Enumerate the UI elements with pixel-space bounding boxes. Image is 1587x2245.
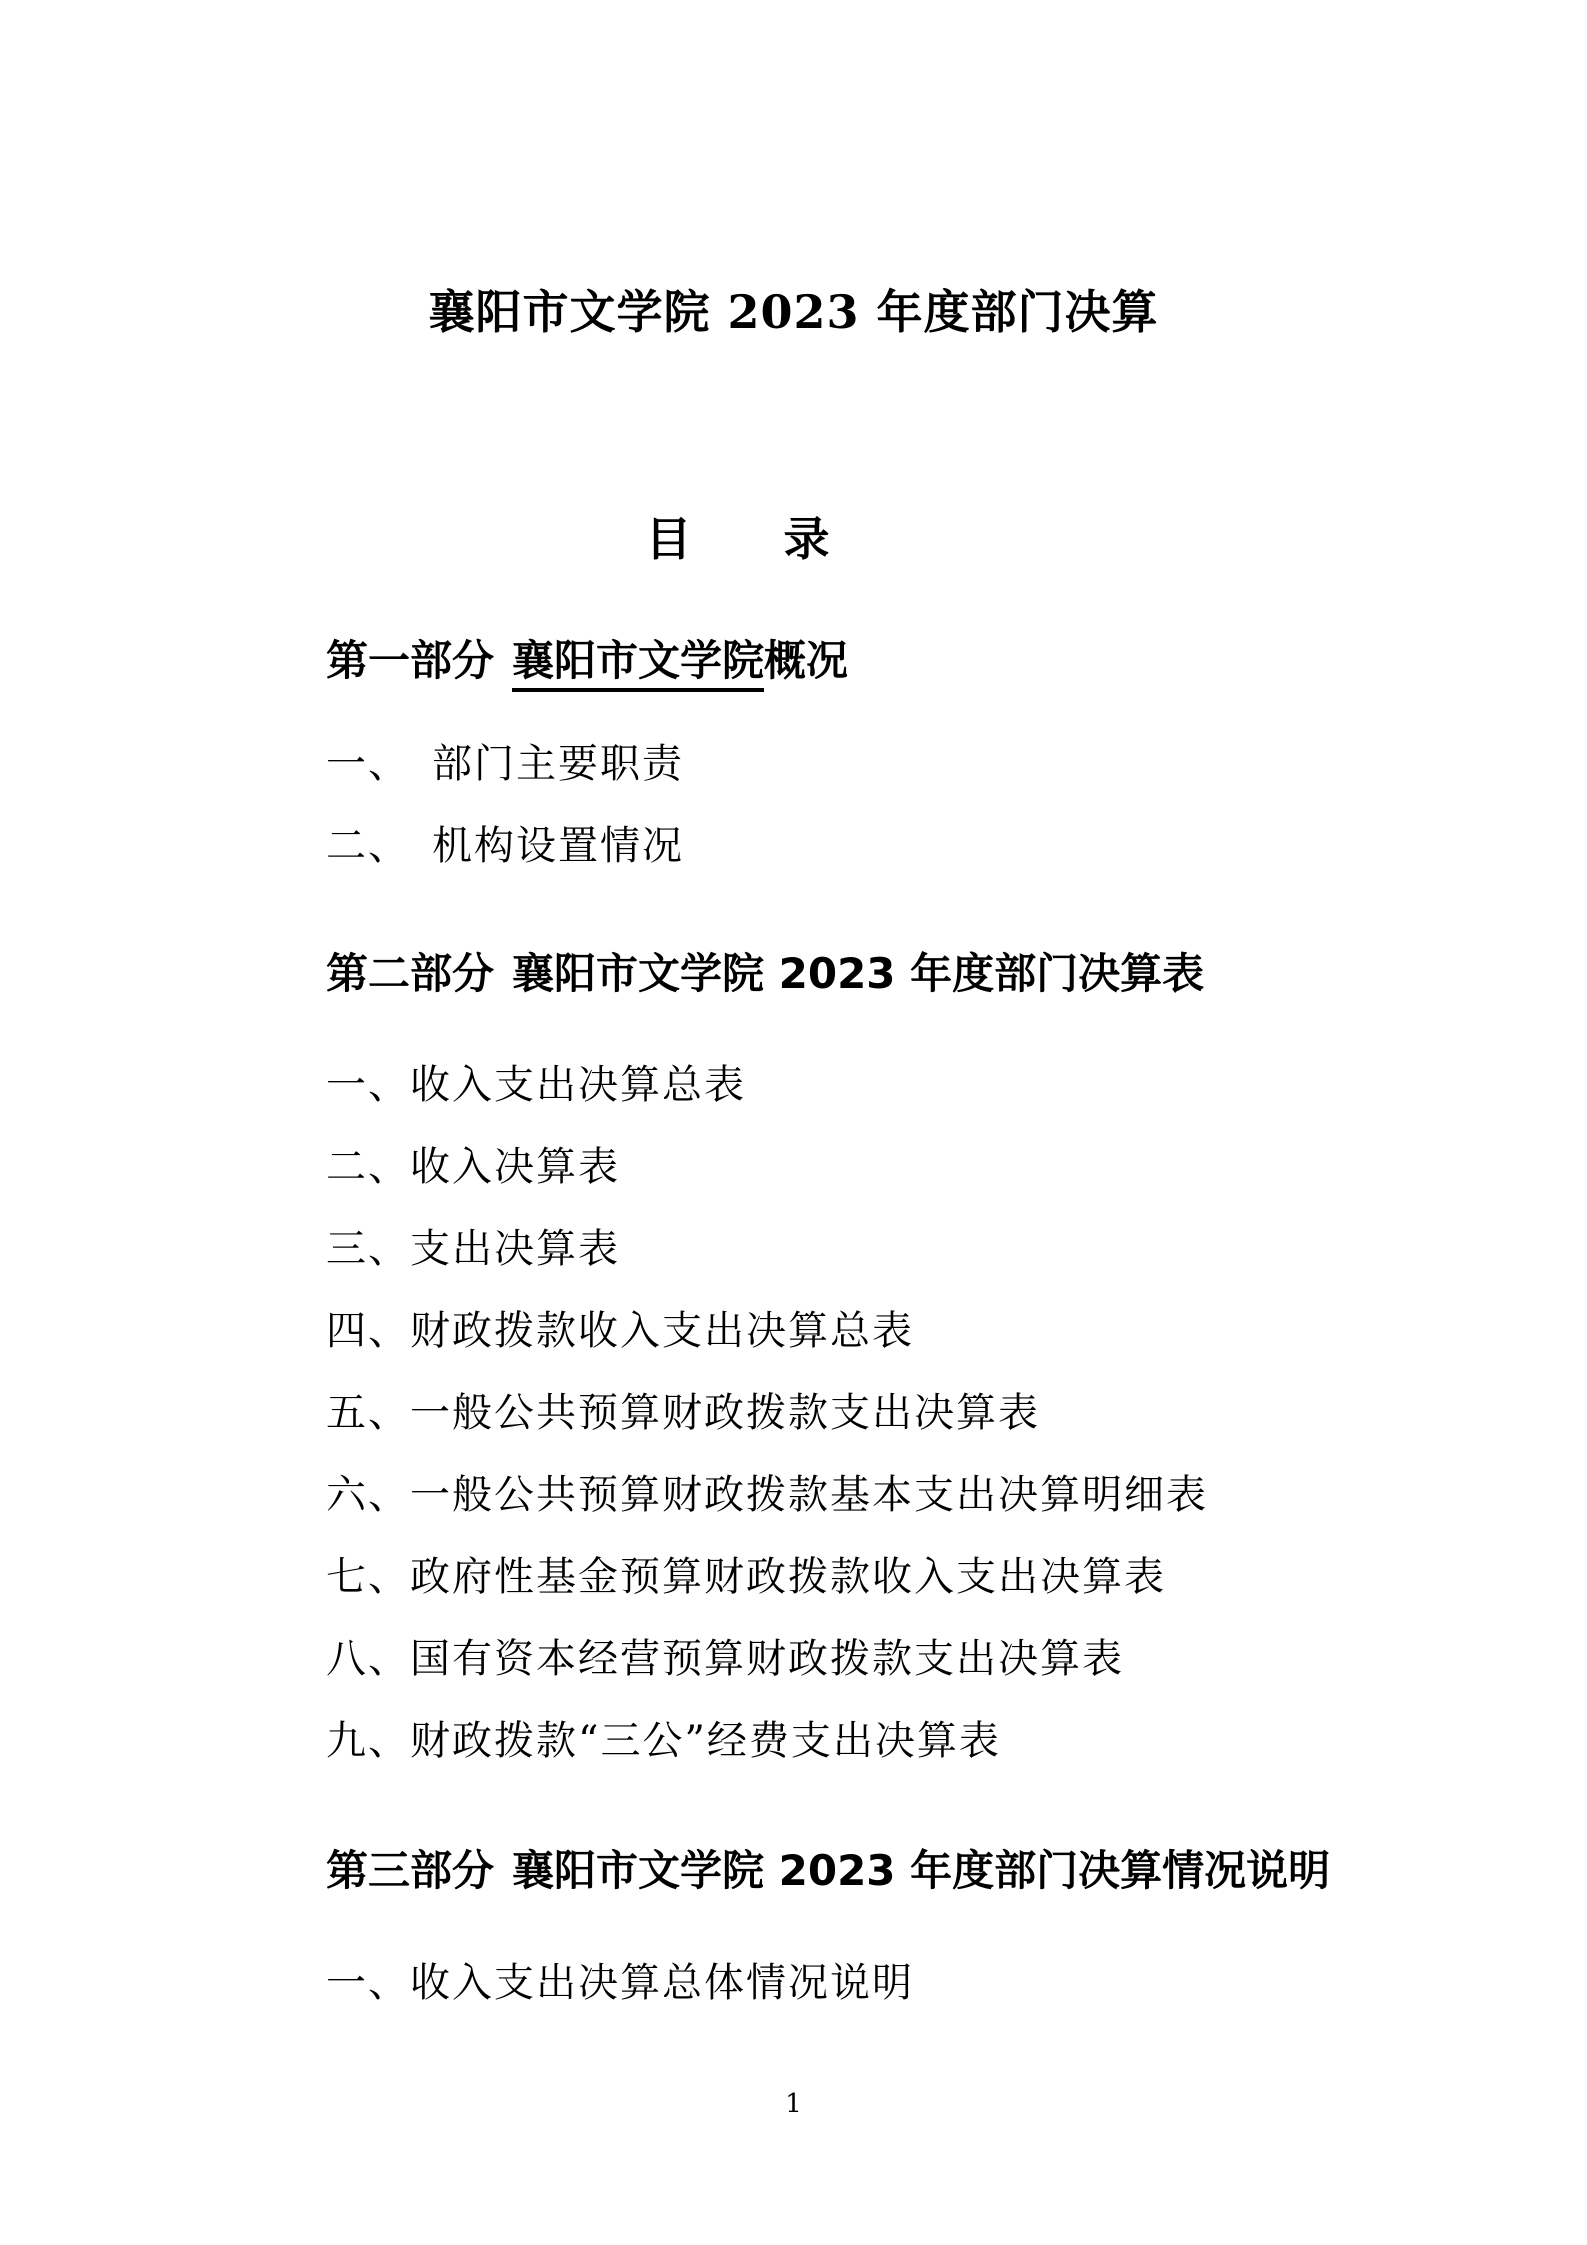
section-3-number-label: 第三部分 (326, 1846, 495, 1895)
section-part-3 (0, 1846, 1587, 2006)
section-1-number-label: 第一部分 (326, 636, 495, 685)
toc-item-2-9: 九、财政拨款“三公”经费支出决算表 (326, 1718, 1001, 1764)
toc-item-2-6: 六、一般公共预算财政拨款基本支出决算明细表 (326, 1472, 1208, 1518)
section-1-heading (326, 636, 1587, 685)
toc-item-2-3: 三、支出决算表 (326, 1226, 620, 1272)
page-number: 1 (785, 2089, 802, 2119)
document-title: 襄阳市文学院 2023 年度部门决算 (428, 285, 1159, 339)
toc-item-2-8: 八、国有资本经营预算财政拨款支出决算表 (326, 1636, 1124, 1682)
toc-heading: 目 录 (645, 512, 830, 566)
section-2-heading-rest: 襄阳市文学院 2023 年度部门决算表 (512, 949, 1205, 998)
toc-item-2-2: 二、收入决算表 (326, 1144, 620, 1190)
section-1-org-name-underlined: 襄阳市文学院 (512, 636, 764, 692)
toc-item-2-5: 五、一般公共预算财政拨款支出决算表 (326, 1390, 1040, 1436)
section-1-heading-rest: 概况 (764, 636, 849, 685)
section-part-1 (0, 636, 1587, 869)
section-3-heading-rest: 襄阳市文学院 2023 年度部门决算情况说明 (512, 1846, 1331, 1895)
toc-item-1-2: 二、 机构设置情况 (326, 823, 684, 869)
section-2-heading (326, 949, 1587, 998)
toc-item-2-4: 四、财政拨款收入支出决算总表 (326, 1308, 914, 1354)
toc-item-1-1: 一、 部门主要职责 (326, 741, 684, 787)
section-3-heading (326, 1846, 1587, 1895)
section-part-2 (0, 949, 1587, 1764)
toc-item-3-1: 一、收入支出决算总体情况说明 (326, 1960, 914, 2006)
toc-item-2-7: 七、政府性基金预算财政拨款收入支出决算表 (326, 1554, 1166, 1600)
section-2-number-label: 第二部分 (326, 949, 495, 998)
toc-item-2-1: 一、收入支出决算总表 (326, 1062, 746, 1108)
